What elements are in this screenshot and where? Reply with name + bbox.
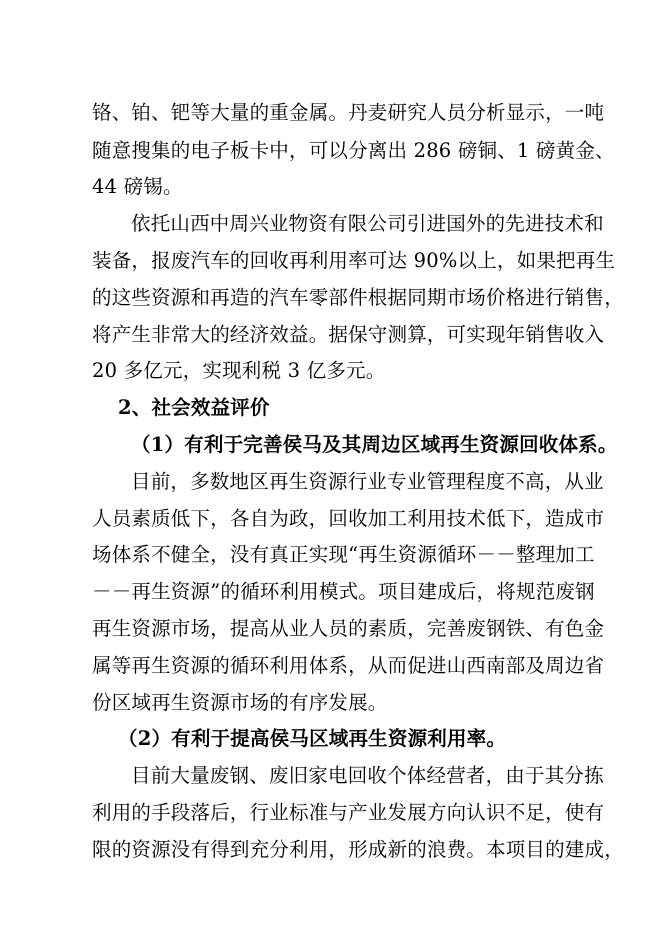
text-line: 再生资源市场，提高从业人员的素质，完善废钢铁、有色金 <box>92 617 605 640</box>
subsection-heading: （2）有利于提高侯马区域再生资源利用率。 <box>118 727 507 750</box>
paragraph-start-line: 目前，多数地区再生资源行业专业管理程度不高，从业 <box>131 470 604 493</box>
text-line: －－再生资源”的循环利用模式。项目建成后，将规范废钢 <box>92 580 595 603</box>
text-line: 将产生非常大的经济效益。据保守测算，可实现年销售收入 <box>92 323 605 346</box>
text-line: 利用的手段落后，行业标准与产业发展方向认识不足，使有 <box>92 801 605 824</box>
text-line: 场体系不健全，没有真正实现“再生资源循环－－整理加工 <box>92 543 595 566</box>
paragraph-start-line: 目前大量废钢、废旧家电回收个体经营者，由于其分拣 <box>131 764 604 787</box>
paragraph-start-line: 依托山西中周兴业物资有限公司引进国外的先进技术和 <box>131 212 604 235</box>
text-line: 人员素质低下，各自为政，回收加工利用技术低下，造成市 <box>92 507 605 530</box>
subsection-heading: （1）有利于完善侯马及其周边区域再生资源回收体系。 <box>131 433 618 456</box>
text-line: 份区域再生资源市场的有序发展。 <box>92 691 388 714</box>
text-line: 装备，报废汽车的回收再利用率可达 90%以上，如果把再生 <box>92 249 616 272</box>
text-line: 属等再生资源的循环利用体系，从而促进山西南部及周边省 <box>92 654 605 677</box>
text-line: 20 多亿元，实现利税 3 亿多元。 <box>92 359 386 382</box>
text-line: 限的资源没有得到充分利用，形成新的浪费。本项目的建成， <box>92 838 624 861</box>
section-heading: 2、社会效益评价 <box>118 396 270 419</box>
text-line: 随意搜集的电子板卡中，可以分离出 286 磅铜、1 磅黄金、 <box>92 139 615 162</box>
text-line: 44 磅锡。 <box>92 175 183 198</box>
text-line: 铬、铂、钯等大量的重金属。丹麦研究人员分析显示，一吨 <box>92 101 605 124</box>
text-line: 的这些资源和再造的汽车零部件根据同期市场价格进行销售， <box>92 286 624 309</box>
